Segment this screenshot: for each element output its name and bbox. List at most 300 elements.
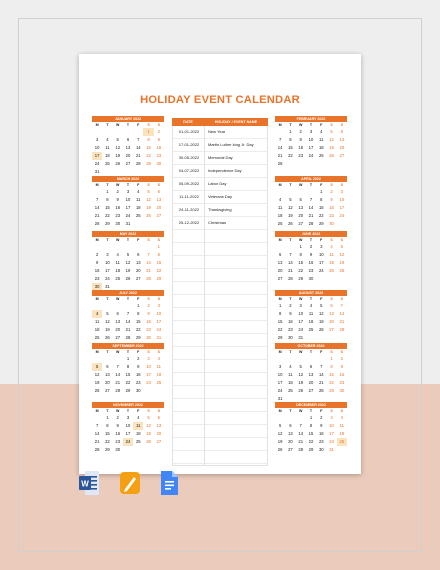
- day-cell: 5: [147, 415, 150, 420]
- weekday-label: W: [116, 183, 120, 187]
- day-cell: 24: [105, 276, 110, 281]
- day-cell: 22: [105, 213, 110, 218]
- day-cell: 3: [278, 364, 282, 369]
- day-cell: 1: [289, 129, 292, 134]
- event-name: [205, 256, 269, 268]
- day-cell: 8: [320, 197, 323, 202]
- day-cell: 8: [299, 252, 302, 257]
- day-cell: 31: [329, 447, 334, 452]
- day-cell: 19: [146, 205, 151, 210]
- day-cell: 12: [146, 423, 151, 428]
- event-date: [173, 282, 205, 294]
- calendar-sheet: [79, 54, 361, 474]
- day-cell: 20: [298, 213, 304, 218]
- event-name: [205, 243, 269, 255]
- day-cell: 16: [115, 205, 121, 210]
- event-name: [205, 269, 269, 281]
- weekday-label: W: [299, 238, 303, 242]
- day-cell: 26: [298, 388, 304, 393]
- day-cell: 29: [298, 276, 304, 281]
- day-cell: 22: [146, 153, 151, 158]
- day-cell: 11: [288, 372, 293, 377]
- google-docs-icon[interactable]: [158, 470, 180, 496]
- day-cell: 24: [94, 161, 100, 166]
- day-cell: 9: [309, 252, 313, 257]
- empty-cell: [275, 243, 285, 251]
- day-cell: 9: [340, 364, 344, 369]
- day-cell: 24: [318, 268, 324, 273]
- day-cell: 27: [105, 388, 110, 393]
- day-cell: 17: [329, 431, 334, 436]
- day-cell: 7: [137, 137, 140, 142]
- day-cell: 10: [339, 197, 345, 202]
- day-cell: 15: [308, 431, 314, 436]
- day-cell: 3: [126, 189, 130, 194]
- day-cell: 17: [125, 431, 131, 436]
- day-cell: 6: [106, 364, 109, 369]
- day-cell: 2: [340, 356, 344, 361]
- event-date: [173, 256, 205, 268]
- event-date: [173, 321, 205, 333]
- day-cell: 9: [116, 197, 119, 202]
- day-cell: 5: [116, 137, 119, 142]
- weekday-label: S: [330, 123, 333, 127]
- event-row: [173, 399, 267, 412]
- day-cell: 16: [146, 319, 151, 324]
- weekday-label: T: [106, 238, 109, 242]
- event-name: Veterans Day: [208, 194, 233, 199]
- day-cell: 3: [309, 129, 313, 134]
- day-cell: 17: [146, 372, 151, 377]
- weekday-label: T: [309, 409, 313, 413]
- day-cell: 23: [329, 213, 334, 218]
- day-cell: 14: [298, 431, 304, 436]
- weekday-label: T: [289, 238, 292, 242]
- day-cell: 28: [318, 388, 324, 393]
- day-cell: 19: [115, 153, 121, 158]
- weekday-label: T: [126, 409, 130, 413]
- weekday-label: W: [116, 350, 120, 354]
- day-cell: 16: [115, 431, 121, 436]
- event-name-column-header: HOLIDAY / EVENT NAME: [214, 120, 258, 124]
- weekday-label: M: [95, 409, 99, 413]
- event-row: [173, 256, 267, 269]
- day-cell: 18: [339, 431, 345, 436]
- weekday-label: T: [106, 297, 109, 301]
- day-cell: 7: [299, 423, 302, 428]
- day-cell: 23: [146, 327, 151, 332]
- day-cell: 11: [329, 252, 334, 257]
- day-cell: 9: [157, 137, 161, 142]
- day-cell: 14: [339, 311, 345, 316]
- day-cell: 22: [277, 327, 283, 332]
- weekday-label: M: [278, 297, 282, 301]
- day-cell: 5: [106, 311, 109, 316]
- empty-cell: [102, 243, 112, 251]
- day-cell: 29: [318, 221, 324, 226]
- day-cell: 2: [116, 189, 119, 194]
- day-cell: 26: [339, 268, 345, 273]
- event-row: [173, 217, 267, 230]
- word-icon[interactable]: [78, 470, 100, 496]
- weekday-label: W: [299, 350, 303, 354]
- event-name: Labor Day: [208, 181, 227, 186]
- weekday-label: S: [147, 409, 150, 413]
- day-cell: 17: [339, 205, 345, 210]
- day-cell: 5: [278, 423, 282, 428]
- day-cell: 11: [319, 137, 324, 142]
- empty-cell: [296, 414, 306, 422]
- month-title: JANUARY 2022: [92, 116, 164, 122]
- day-cell: 4: [289, 364, 292, 369]
- event-row: [173, 425, 267, 438]
- day-cell: 13: [339, 137, 345, 142]
- weekday-label: F: [137, 238, 140, 242]
- weekday-label: T: [106, 409, 109, 413]
- day-cell: 28: [146, 276, 151, 281]
- day-cell: 30: [146, 335, 151, 340]
- day-cell: 26: [105, 335, 110, 340]
- event-row: [173, 282, 267, 295]
- day-cell: 23: [94, 276, 100, 281]
- day-cell: 7: [147, 252, 150, 257]
- empty-cell: [102, 128, 112, 136]
- weekday-label: M: [95, 238, 99, 242]
- event-date: [173, 373, 205, 385]
- day-grid: [275, 414, 347, 454]
- event-row: [173, 360, 267, 373]
- day-grid: [275, 128, 347, 168]
- event-date: 30-05-2022: [178, 155, 200, 160]
- day-cell: 12: [115, 145, 121, 150]
- event-date: 11-11-2022: [179, 194, 199, 199]
- month-title: SEPTEMBER 2022: [92, 343, 164, 349]
- day-cell: 25: [156, 380, 162, 385]
- empty-cell: [133, 128, 143, 136]
- event-row: [173, 451, 267, 464]
- day-cell: 25: [288, 388, 293, 393]
- day-cell: 16: [135, 372, 141, 377]
- event-row: [173, 412, 267, 425]
- event-name: [205, 334, 269, 346]
- empty-cell: [102, 302, 112, 310]
- day-cell: 31: [105, 284, 110, 289]
- weekday-label: W: [299, 297, 303, 301]
- day-cell: 2: [137, 356, 140, 361]
- day-cell: 9: [95, 260, 99, 265]
- day-cell: 6: [157, 415, 161, 420]
- day-cell: 8: [309, 423, 313, 428]
- day-cell: 2: [147, 303, 150, 308]
- day-cell: 13: [298, 205, 304, 210]
- event-row: [173, 308, 267, 321]
- weekday-label: F: [320, 350, 323, 354]
- day-cell: 21: [94, 213, 100, 218]
- day-cell: 1: [106, 189, 109, 194]
- event-name: [205, 373, 269, 385]
- event-row: [173, 269, 267, 282]
- empty-cell: [113, 243, 123, 251]
- day-cell: 4: [330, 244, 333, 249]
- event-date: [173, 425, 205, 437]
- day-cell: 14: [135, 145, 141, 150]
- day-cell: 17: [318, 260, 324, 265]
- day-cell: 22: [105, 439, 110, 444]
- day-cell: 18: [277, 213, 283, 218]
- day-cell: 12: [339, 252, 345, 257]
- event-date: 01-01-2022: [178, 129, 200, 134]
- day-cell: 16: [94, 268, 100, 273]
- weekday-label: S: [340, 183, 344, 187]
- day-cell: 8: [137, 311, 140, 316]
- day-cell: 12: [329, 137, 334, 142]
- day-cell: 27: [135, 276, 141, 281]
- day-cell: 29: [135, 335, 141, 340]
- day-cell: 14: [94, 205, 100, 210]
- weekday-label: M: [95, 297, 99, 301]
- day-cell: 2: [157, 129, 161, 134]
- day-cell: 29: [308, 447, 314, 452]
- day-cell: 15: [288, 145, 293, 150]
- event-date: [173, 347, 205, 359]
- empty-cell: [113, 128, 123, 136]
- month-calendar: [92, 176, 164, 228]
- day-cell: 18: [105, 153, 110, 158]
- day-grid: [275, 302, 347, 342]
- day-cell: 12: [318, 311, 324, 316]
- event-date: [173, 438, 205, 450]
- day-cell: 12: [105, 319, 110, 324]
- weekday-label: W: [116, 297, 120, 301]
- day-cell: 27: [288, 447, 293, 452]
- day-cell: 19: [105, 327, 110, 332]
- day-cell: 15: [298, 260, 304, 265]
- day-cell: 24: [329, 439, 334, 444]
- events-table-header: [172, 118, 268, 126]
- day-cell: 20: [156, 431, 162, 436]
- day-cell: 28: [339, 327, 345, 332]
- event-row: [173, 321, 267, 334]
- day-cell: 23: [339, 380, 345, 385]
- day-cell: 29: [105, 447, 110, 452]
- event-name: [205, 295, 269, 307]
- day-cell: 3: [320, 244, 323, 249]
- day-cell: 12: [288, 205, 293, 210]
- events-table-body: [172, 126, 268, 466]
- weekday-label: F: [320, 123, 323, 127]
- day-cell: 31: [277, 396, 283, 401]
- weekday-label: S: [147, 183, 150, 187]
- holiday-day-cell: 1: [143, 128, 153, 136]
- month-calendar: [275, 176, 347, 228]
- empty-cell: [275, 188, 285, 196]
- day-cell: 7: [95, 423, 99, 428]
- empty-cell: [113, 355, 123, 363]
- empty-cell: [133, 243, 143, 251]
- day-cell: 23: [298, 153, 304, 158]
- weekday-label: W: [299, 123, 303, 127]
- weekday-label: S: [330, 297, 333, 301]
- day-grid: [92, 243, 164, 291]
- month-title: DECEMBER 2022: [275, 402, 347, 408]
- day-cell: 25: [115, 276, 121, 281]
- day-cell: 28: [308, 221, 314, 226]
- month-title: MAY 2022: [92, 231, 164, 237]
- day-cell: 21: [318, 380, 324, 385]
- day-grid: [275, 355, 347, 403]
- weekday-label: M: [278, 238, 282, 242]
- day-cell: 28: [135, 161, 141, 166]
- day-cell: 18: [135, 205, 141, 210]
- event-row: [173, 373, 267, 386]
- day-cell: 26: [146, 213, 151, 218]
- weekday-label: M: [278, 409, 282, 413]
- day-cell: 30: [115, 447, 121, 452]
- day-cell: 19: [125, 268, 131, 273]
- day-cell: 6: [309, 364, 313, 369]
- month-calendar: [92, 343, 164, 395]
- event-row: [173, 178, 267, 191]
- day-cell: 1: [299, 244, 302, 249]
- holiday-day-cell: 5: [92, 363, 102, 371]
- day-cell: 11: [115, 260, 120, 265]
- day-cell: 4: [137, 415, 140, 420]
- day-cell: 11: [105, 145, 110, 150]
- day-cell: 2: [309, 244, 313, 249]
- day-cell: 25: [308, 327, 314, 332]
- day-cell: 6: [278, 252, 282, 257]
- day-cell: 14: [277, 145, 283, 150]
- day-cell: 15: [156, 260, 162, 265]
- day-cell: 24: [339, 213, 345, 218]
- day-cell: 29: [277, 335, 283, 340]
- event-name: Martin Luther king Jr. Day: [208, 142, 254, 147]
- pages-icon[interactable]: [119, 470, 141, 496]
- day-cell: 9: [289, 311, 292, 316]
- day-cell: 5: [330, 129, 333, 134]
- event-name: [205, 360, 269, 372]
- event-date: [173, 399, 205, 411]
- day-cell: 8: [147, 137, 150, 142]
- day-cell: 10: [125, 197, 131, 202]
- weekday-label: S: [330, 350, 333, 354]
- day-cell: 28: [94, 221, 100, 226]
- empty-cell: [285, 243, 295, 251]
- day-cell: 5: [126, 252, 130, 257]
- empty-cell: [285, 355, 295, 363]
- day-cell: 10: [308, 137, 314, 142]
- event-row: [173, 230, 267, 243]
- weekday-label: S: [147, 350, 150, 354]
- day-cell: 3: [157, 303, 161, 308]
- day-grid: [92, 188, 164, 228]
- weekday-label: S: [157, 297, 161, 301]
- day-cell: 9: [116, 423, 119, 428]
- day-cell: 4: [157, 356, 161, 361]
- empty-cell: [275, 355, 285, 363]
- day-cell: 6: [157, 189, 161, 194]
- day-cell: 14: [288, 260, 293, 265]
- day-cell: 2: [320, 415, 323, 420]
- day-cell: 30: [288, 335, 293, 340]
- day-cell: 25: [329, 268, 334, 273]
- day-cell: 31: [298, 335, 304, 340]
- day-cell: 20: [105, 380, 110, 385]
- day-cell: 5: [299, 364, 302, 369]
- day-cell: 22: [298, 268, 304, 273]
- day-cell: 4: [320, 129, 323, 134]
- day-cell: 23: [318, 439, 324, 444]
- day-cell: 29: [329, 388, 334, 393]
- day-cell: 11: [94, 319, 100, 324]
- event-date: 25-12-2022: [178, 220, 200, 225]
- event-row: [173, 243, 267, 256]
- event-name: [205, 438, 269, 450]
- day-cell: 20: [339, 145, 345, 150]
- day-cell: 21: [277, 153, 283, 158]
- holiday-day-cell: 11: [133, 422, 143, 430]
- day-cell: 16: [298, 145, 304, 150]
- day-cell: 4: [340, 415, 344, 420]
- event-date: 04-07-2022: [178, 168, 200, 173]
- day-cell: 27: [156, 439, 162, 444]
- day-cell: 10: [298, 311, 304, 316]
- day-cell: 8: [106, 197, 109, 202]
- day-cell: 21: [125, 327, 131, 332]
- day-cell: 30: [156, 161, 162, 166]
- day-cell: 28: [288, 276, 293, 281]
- day-cell: 17: [125, 205, 131, 210]
- day-cell: 24: [125, 213, 131, 218]
- day-cell: 21: [288, 268, 293, 273]
- weekday-label: S: [340, 350, 344, 354]
- day-cell: 5: [340, 244, 344, 249]
- day-cell: 23: [115, 439, 121, 444]
- day-cell: 26: [277, 447, 283, 452]
- day-cell: 7: [289, 252, 292, 257]
- day-cell: 1: [320, 189, 323, 194]
- empty-cell: [123, 302, 133, 310]
- event-row: [173, 152, 267, 165]
- event-row: [173, 347, 267, 360]
- day-cell: 5: [147, 189, 150, 194]
- month-title: APRIL 2022: [275, 176, 347, 182]
- event-name: [205, 386, 269, 398]
- day-cell: 15: [329, 372, 334, 377]
- day-cell: 28: [125, 335, 131, 340]
- day-cell: 1: [309, 415, 313, 420]
- day-cell: 13: [105, 372, 110, 377]
- day-cell: 12: [277, 431, 283, 436]
- day-cell: 8: [330, 364, 333, 369]
- holiday-day-cell: 17: [92, 152, 102, 160]
- weekday-label: M: [278, 123, 282, 127]
- event-name: Memorial Day: [208, 155, 233, 160]
- day-cell: 10: [277, 372, 283, 377]
- empty-cell: [92, 128, 102, 136]
- day-cell: 30: [329, 221, 334, 226]
- weekday-label: W: [299, 183, 303, 187]
- event-name: New Year: [208, 129, 226, 134]
- day-cell: 6: [126, 137, 130, 142]
- day-cell: 1: [106, 415, 109, 420]
- day-cell: 23: [156, 153, 162, 158]
- empty-cell: [92, 355, 102, 363]
- day-cell: 11: [277, 205, 283, 210]
- empty-cell: [296, 355, 306, 363]
- day-cell: 20: [115, 327, 121, 332]
- weekday-label: F: [137, 350, 140, 354]
